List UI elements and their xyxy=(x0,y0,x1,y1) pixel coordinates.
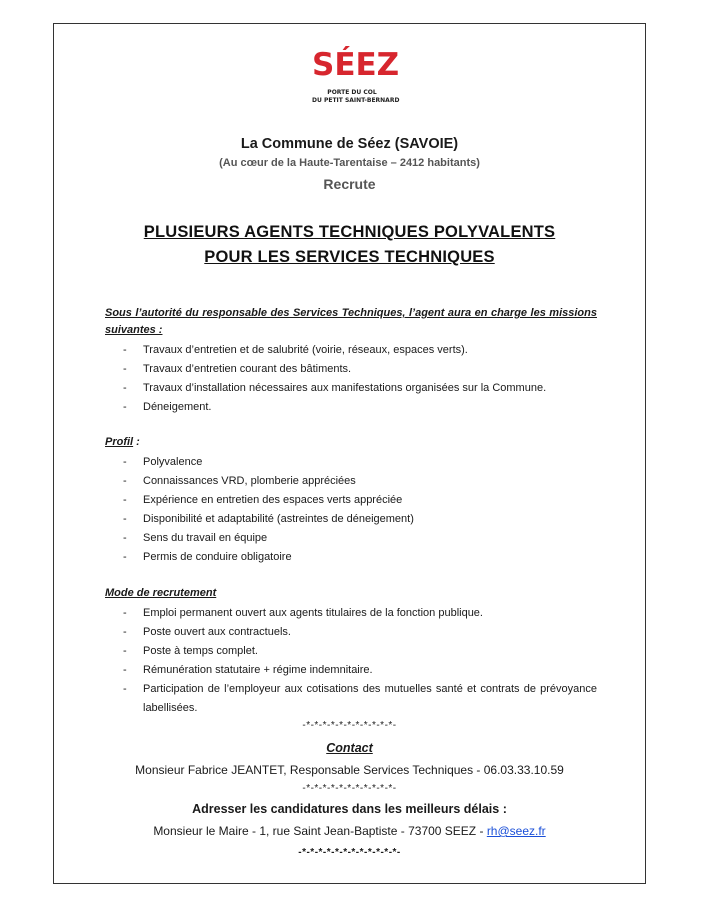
logo-wordmark: SÉEZ xyxy=(312,47,400,83)
contact-heading: Contact xyxy=(326,741,373,755)
list-item: - Disponibilité et adaptabilité (astreintes de déneigement) xyxy=(123,513,414,525)
missions-intro: Sous l’autorité du responsable des Services Techniques, l’agent aura en charge les missions suivantes : xyxy=(105,307,597,336)
candidature-address: Monsieur le Maire - 1, rue Saint Jean-Baptiste - 73700 SEEZ - rh@seez.fr xyxy=(153,824,546,838)
list-item: - Rémunération statutaire + régime indemnitaire. xyxy=(123,664,373,676)
missions-list xyxy=(105,341,597,417)
separator: -*-*-*-*-*-*-*-*-*-*-*-*- xyxy=(298,847,401,858)
job-title-line-2: POUR LES SERVICES TECHNIQUES xyxy=(204,248,495,266)
organization-name: La Commune de Séez (SAVOIE) xyxy=(240,136,459,152)
logo-tagline-1: PORTE DU COL xyxy=(327,89,377,96)
separator: -*-*-*-*-*-*-*-*-*-*-*- xyxy=(302,720,397,731)
candidature-heading: Adresser les candidatures dans les meilleurs délais : xyxy=(192,802,507,816)
list-item: - Participation de l’employeur aux cotisations des mutuelles santé et contrats de prévoyance labellisées. xyxy=(123,683,597,714)
list-item: - Poste à temps complet. xyxy=(123,645,258,657)
email-link[interactable]: rh@seez.fr xyxy=(486,824,546,838)
separator: -*-*-*-*-*-*-*-*-*-*-*- xyxy=(302,783,397,794)
logo-tagline-2: DU PETIT SAINT-BERNARD xyxy=(312,97,400,104)
list-item: - Travaux d’installation nécessaires aux manifestations organisées sur la Commune. xyxy=(123,382,547,394)
list-item: - Polyvalence xyxy=(123,456,203,468)
recrute-label: Recrute xyxy=(323,176,376,192)
job-title-line-1: PLUSIEURS AGENTS TECHNIQUES POLYVALENTS xyxy=(143,223,556,241)
organization-subtitle: (Au cœur de la Haute-Tarentaise – 2412 habitants) xyxy=(219,157,480,169)
list-item: - Expérience en entretien des espaces verts appréciée xyxy=(123,494,403,506)
contact-line: Monsieur Fabrice JEANTET, Responsable Services Techniques - 06.03.33.10.59 xyxy=(135,763,564,777)
profil-list xyxy=(105,453,597,567)
profil-heading: Profil : xyxy=(105,436,140,448)
list-item: - Connaissances VRD, plomberie appréciées xyxy=(123,475,356,487)
list-item: - Travaux d’entretien courant des bâtiments. xyxy=(123,363,352,375)
list-item: - Poste ouvert aux contractuels. xyxy=(123,626,291,638)
list-item: - Déneigement. xyxy=(123,401,212,413)
list-item: - Travaux d’entretien et de salubrité (voirie, réseaux, espaces verts). xyxy=(123,344,468,356)
list-item: - Sens du travail en équipe xyxy=(123,532,268,544)
recrutement-heading: Mode de recrutement xyxy=(105,587,217,599)
seez-logo xyxy=(312,47,400,110)
recrutement-list xyxy=(105,604,597,718)
list-item: - Permis de conduire obligatoire xyxy=(123,551,292,563)
list-item: - Emploi permanent ouvert aux agents titulaires de la fonction publique. xyxy=(123,607,483,619)
